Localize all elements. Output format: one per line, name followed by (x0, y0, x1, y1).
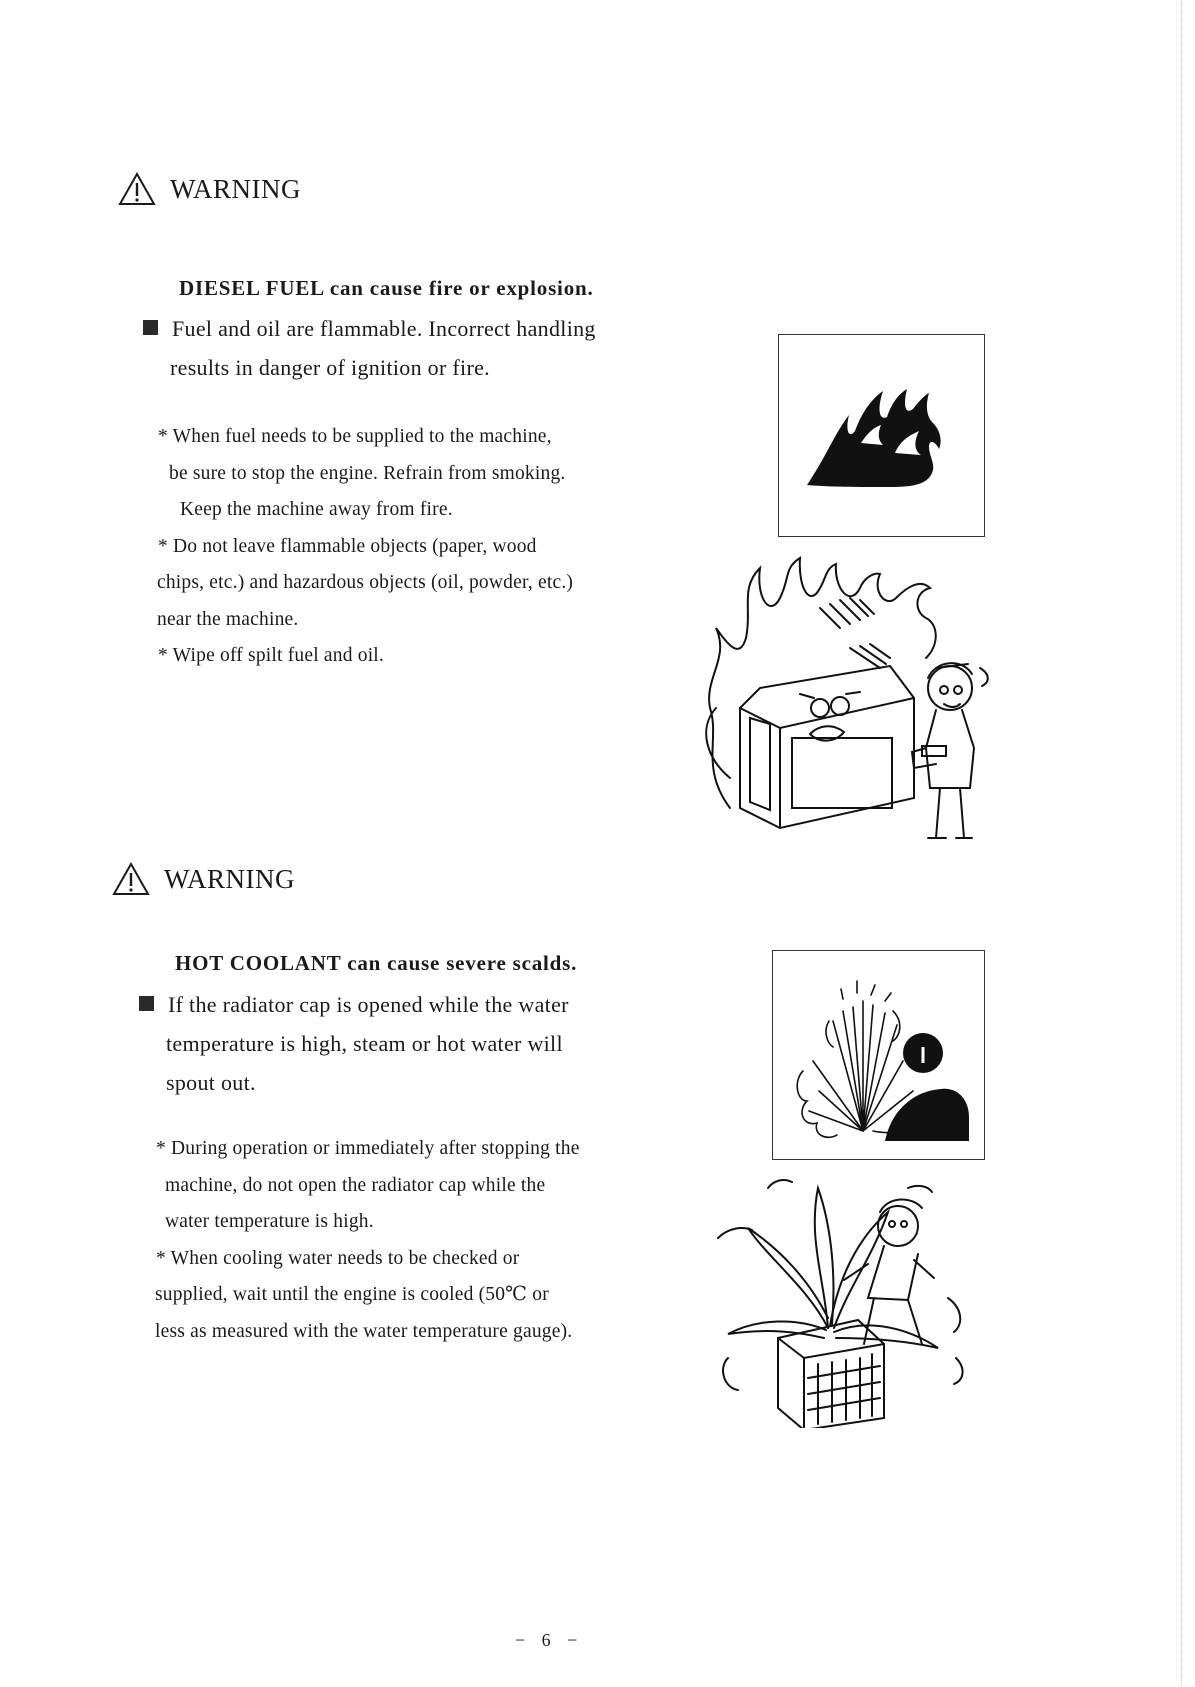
bullet-line: If the radiator cap is opened while the water (168, 992, 569, 1017)
bullet-line: spout out. (166, 1070, 256, 1095)
radiator-spray-illustration (708, 1168, 988, 1428)
warning-heading-2 (112, 862, 295, 896)
warning-subheading-1: DIESEL FUEL can cause fire or explosion. (179, 276, 594, 300)
note-line: water temperature is high. (165, 1211, 374, 1232)
flame-icon (779, 335, 984, 536)
bullet-line: temperature is high, steam or hot water will (166, 1031, 563, 1056)
warning-triangle-icon (112, 862, 150, 896)
page-number: − 6 − (515, 1630, 584, 1650)
note-line: * When fuel needs to be supplied to the machine, (158, 426, 552, 447)
note-line: * When cooling water needs to be checked or (156, 1247, 520, 1269)
warning-bullet-2 (139, 985, 569, 1102)
hot-spray-icon (773, 951, 984, 1159)
bullet-square-icon (143, 320, 158, 335)
warning-notes-1 (158, 419, 573, 675)
warning-heading-1 (118, 172, 301, 206)
warning-triangle-icon (118, 172, 156, 206)
note-line: * During operation or immediately after stopping the (156, 1138, 580, 1159)
note-line: supplied, wait until the engine is cooled (50℃ or (155, 1284, 549, 1305)
warning-notes-2 (156, 1131, 580, 1350)
warning-label: WARNING (164, 863, 295, 894)
hot-spray-symbol-box (772, 950, 985, 1160)
note-line: be sure to stop the engine. Refrain from smoking. (169, 462, 566, 484)
scan-edge (1181, 0, 1182, 1687)
note-line: Keep the machine away from fire. (180, 499, 453, 520)
flame-symbol-box (778, 334, 985, 537)
note-line: machine, do not open the radiator cap while the (165, 1174, 546, 1196)
machine-on-fire-illustration (700, 548, 1000, 868)
bullet-line: results in danger of ignition or fire. (170, 355, 490, 380)
bullet-square-icon (139, 996, 154, 1011)
note-line: * Do not leave flammable objects (paper, wood (158, 535, 537, 557)
note-line: less as measured with the water temperature gauge). (155, 1320, 573, 1342)
note-line: * Wipe off spilt fuel and oil. (158, 645, 385, 666)
warning-subheading-2: HOT COOLANT can cause severe scalds. (175, 951, 578, 975)
warning-bullet-1 (143, 309, 596, 387)
note-line: near the machine. (157, 608, 299, 630)
note-line: chips, etc.) and hazardous objects (oil, powder, etc.) (157, 572, 574, 593)
bullet-line: Fuel and oil are flammable. Incorrect handling (172, 316, 596, 341)
warning-label: WARNING (170, 173, 301, 204)
